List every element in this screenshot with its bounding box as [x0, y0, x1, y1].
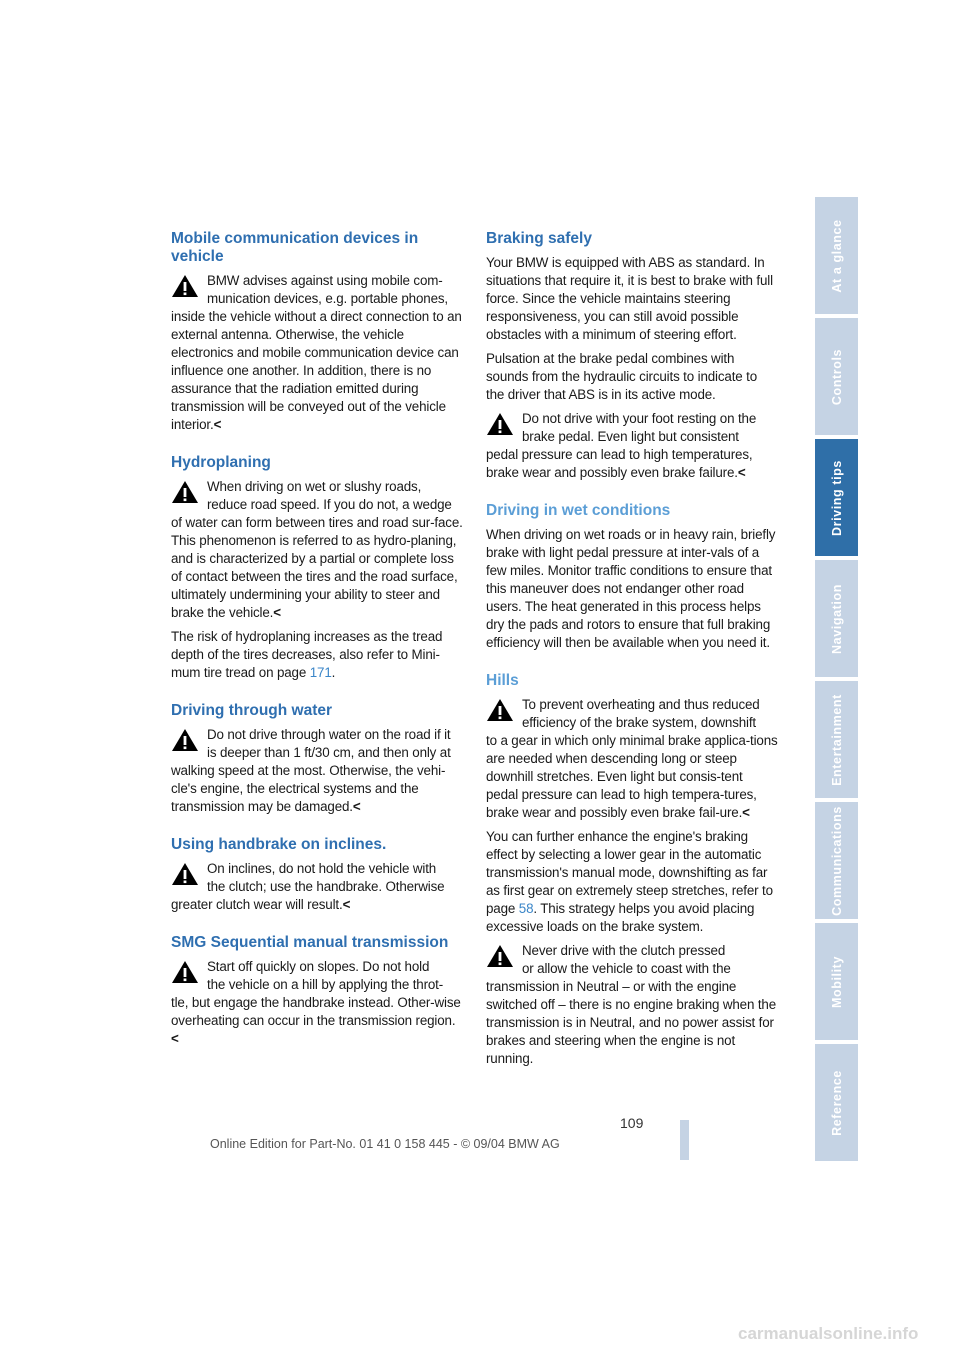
tab-entertainment[interactable]: Entertainment [815, 681, 858, 798]
tab-reference[interactable]: Reference [815, 1044, 858, 1161]
section-hydroplaning [171, 454, 463, 682]
end-mark: < [737, 465, 746, 480]
heading-wet-conditions: Driving in wet conditions [486, 502, 671, 519]
warning-hydroplaning: When driving on wet or slushy roads, reduce road speed. If you do not, a wedge of water can form between tires and road sur-face. This phenomenon is referred to as hydro-planing, and is characterized by a partial or complete loss of contact between the tires and the road surface, ultimately undermining your ability to steer and brake the vehicle.< [171, 479, 463, 620]
warning-triangle-icon [486, 698, 514, 722]
warning-mobile-devices: BMW advises against using mobile com- munication devices, e.g. portable phones, inside the vehicle without a direct connection to an external antenna. Otherwise, the vehicle electronics and mobile communication device can influence one another. In addition, there is no assurance that the radiation emitted during transmission will be conveyed out of the vehicle interior.< [171, 273, 462, 432]
warning-water: Do not drive through water on the road if it is deeper than 1 ft/30 cm, and then only at walking speed at the most. Otherwise, the vehi-cle's engine, the electrical systems and the transmission may be damaged.< [171, 727, 451, 814]
section-driving-through-water [171, 702, 463, 816]
left-column [171, 230, 463, 1068]
end-mark: < [352, 799, 361, 814]
tab-at-a-glance[interactable]: At a glance [815, 197, 858, 314]
chapter-tabs [815, 197, 858, 1165]
section-wet-conditions [486, 502, 778, 652]
watermark: carmanualsonline.info [738, 1324, 919, 1343]
warning-triangle-icon [486, 944, 514, 968]
end-mark: < [273, 605, 281, 620]
section-hills [486, 672, 778, 1068]
page-link-58[interactable]: 58 [518, 901, 534, 916]
footer-edition: Online Edition for Part-No. 01 41 0 158 445 - © 09/04 BMW AG [210, 1137, 560, 1151]
heading-handbrake: Using handbrake on inclines. [171, 836, 387, 853]
warning-smg: Start off quickly on slopes. Do not hold the vehicle on a hill by applying the throt- tle, but engage the handbrake instead. Other-wise overheating can occur in the transmission region.< [171, 959, 461, 1046]
right-column [486, 230, 778, 1088]
tab-communications[interactable]: Communications [815, 802, 858, 919]
end-mark: < [742, 805, 750, 820]
warning-triangle-icon [171, 274, 199, 298]
warning-triangle-icon [171, 728, 199, 752]
section-smg [171, 934, 463, 1048]
paragraph-abs: Your BMW is equipped with ABS as standard. In situations that require it, it is best to brake with full force. Since the vehicle maintains steering responsiveness, you can still avoid possible obstacles with a minimum of steering effort. [486, 255, 773, 342]
heading-mobile-devices: Mobile communication devices in vehicle [171, 230, 419, 265]
paragraph-tread-depth: The risk of hydroplaning increases as the tread depth of the tires decreases, also refer to Mini-mum tire tread on page 171. [171, 629, 443, 680]
section-braking-safely [486, 230, 778, 482]
heading-driving-through-water: Driving through water [171, 702, 333, 719]
tab-mobility[interactable]: Mobility [815, 923, 858, 1040]
paragraph-engine-braking: You can further enhance the engine's braking effect by selecting a lower gear in the automatic transmission's manual mode, downshifting as far as first gear on extremely steep stretches, refer to page 58. This strategy helps you avoid placing excessive loads on the brake system. [486, 829, 773, 934]
page-link-171[interactable]: 171 [309, 665, 332, 680]
warning-triangle-icon [486, 412, 514, 436]
warning-triangle-icon [171, 960, 199, 984]
section-mobile-devices [171, 230, 463, 434]
warning-triangle-icon [171, 480, 199, 504]
end-mark: < [213, 417, 222, 432]
heading-braking-safely: Braking safely [486, 230, 592, 247]
warning-handbrake: On inclines, do not hold the vehicle with the clutch; use the handbrake. Otherwise greater clutch wear will result.< [171, 861, 445, 912]
tab-navigation[interactable]: Navigation [815, 560, 858, 677]
tab-driving-tips[interactable]: Driving tips [815, 439, 858, 556]
warning-foot-on-brake: Do not drive with your foot resting on the brake pedal. Even light but consistent pedal pressure can lead to high temperatures, brake wear and possibly even brake failure.< [486, 411, 757, 480]
section-handbrake [171, 836, 463, 914]
page-number: 109 [620, 1115, 644, 1131]
paragraph-pulsation: Pulsation at the brake pedal combines with sounds from the hydraulic circuits to indicate to the driver that ABS is in its active mode. [486, 351, 758, 402]
heading-smg: SMG Sequential manual transmission [171, 934, 449, 951]
page-marker-bar [680, 1120, 689, 1160]
tab-controls[interactable]: Controls [815, 318, 858, 435]
warning-clutch: Never drive with the clutch pressed or allow the vehicle to coast with the transmission in Neutral – or with the engine switched off – there is no engine braking when the transmission is in Neutral, and no power assist for brakes and steering when the engine is not running. [486, 943, 777, 1066]
warning-overheating: To prevent overheating and thus reduced efficiency of the brake system, downshift to a gear in which only minimal brake applica-tions are needed when descending long or steep downhill stretches. Even light but consis-tent pedal pressure can lead to high tempera-tures, brake wear and possibly even brake fail-ure.< [486, 697, 778, 820]
end-mark: < [171, 1031, 179, 1046]
heading-hydroplaning: Hydroplaning [171, 454, 271, 471]
warning-triangle-icon [171, 862, 199, 886]
paragraph-wet-braking: When driving on wet roads or in heavy rain, briefly brake with light pedal pressure at inter-vals of a few miles. Monitor traffic conditions to ensure that this maneuver does not endanger other road users. The heat generated in this process helps dry the pads and rotors to ensure that full braking efficiency will then be available when you need it. [486, 527, 776, 650]
heading-hills: Hills [486, 672, 519, 689]
end-mark: < [342, 897, 351, 912]
